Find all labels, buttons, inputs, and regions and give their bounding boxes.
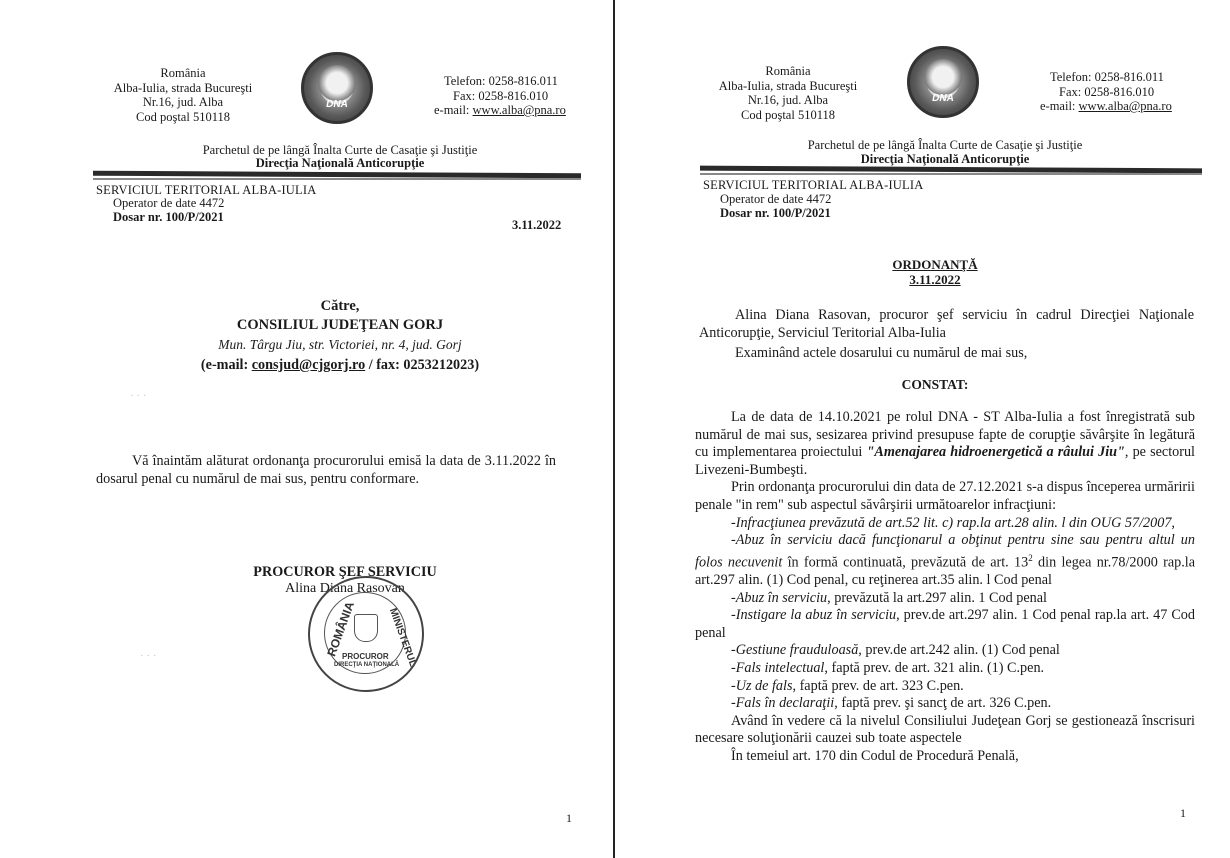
directia-line: Direcţia Naţională Anticorupţie xyxy=(255,156,425,170)
p1-end: , pe sectorul Livezeni-Bumbeşti. xyxy=(695,444,1195,478)
dna-logo xyxy=(907,46,979,118)
operator: Operator de date 4472 xyxy=(113,196,225,210)
coat-of-arms-icon xyxy=(354,614,378,642)
offence-7-text: , faptă prev. de art. 323 C.pen. xyxy=(792,677,964,694)
doc-date: 3.11.2022 xyxy=(909,272,961,287)
scan-smudge: · · · xyxy=(130,390,147,402)
cover-body: Vă înaintăm alăturat ordonanţa procurorului emisă la data de 3.11.2022 în dosarul penal cu numărul de mai sus, pentru conformare. xyxy=(96,453,556,487)
stamp-center: PROCUROR xyxy=(342,652,389,661)
recipient-address: Mun. Târgu Jiu, str. Victoriei, nr. 4, jud. Gorj xyxy=(218,337,462,352)
left-page xyxy=(0,0,613,858)
dna-logo xyxy=(301,52,373,124)
paragraph-1 xyxy=(695,409,1195,479)
signature-title: PROCUROR ŞEF SERVICIU xyxy=(253,564,437,580)
address-line: Alba-Iulia, strada Bucureşti xyxy=(718,78,858,93)
email-link[interactable]: www.alba@pna.ro xyxy=(1078,99,1172,113)
scales-icon xyxy=(318,65,356,101)
address-line: Nr.16, jud. Alba xyxy=(747,93,829,107)
offence-8-name: -Fals în declaraţii xyxy=(731,695,835,712)
address-line: Cod poştal 510118 xyxy=(741,107,835,122)
offence-3-name: -Abuz în serviciu xyxy=(731,589,828,606)
offence-1: -Infracţiunea prevăzută de art.52 lit. c) rap.la art.28 alin. l din OUG 57/2007, xyxy=(731,514,1175,531)
dosar-number: Dosar nr. 100/P/2021 xyxy=(113,210,224,224)
offence-2-rest: din legea nr.78/2000 rap.la art.297 alin. (1) Cod penal, cu reţinerea art.35 alin. l Cod penal xyxy=(695,554,1196,589)
fax: Fax: 0258-816.010 xyxy=(453,88,549,103)
recipient-email[interactable]: consjud@cjgorj.ro xyxy=(251,357,366,373)
offence-5-name: -Gestiune frauduloasă xyxy=(731,642,859,659)
service-name: SERVICIUL TERITORIAL ALBA-IULIA xyxy=(703,178,924,192)
stamp-romania: ROMÂNIA xyxy=(324,599,358,659)
offence-8-text: , faptă prev. şi sancţ de art. 326 C.pen. xyxy=(834,695,1052,712)
contact-suffix: / fax: 0253212023) xyxy=(365,357,480,373)
phone: Telefon: 0258-816.011 xyxy=(1050,70,1164,84)
offence-item xyxy=(695,642,1195,660)
offence-item xyxy=(695,660,1195,678)
offence-item xyxy=(695,678,1195,696)
p1-text: La de data de 14.10.2021 pe rolul DNA - ST Alba-Iulia a fost înregistrată sub numărul de mai sus, sesizarea privind presupuse fapte de corupţie săvârşite în legătură cu implementarea proiectului xyxy=(695,409,1195,461)
fax: Fax: 0258-816.010 xyxy=(1059,84,1155,99)
header-contact xyxy=(434,74,594,118)
doc-title: ORDONANŢĂ xyxy=(892,257,978,272)
address-line: Alba-Iulia, strada Bucureşti xyxy=(113,80,253,95)
constat-heading: CONSTAT: xyxy=(901,377,969,392)
scales-icon xyxy=(924,59,962,95)
recipient-contact xyxy=(140,357,540,374)
paragraph-4: În temeiul art. 170 din Codul de Procedură Penală, xyxy=(731,748,1019,765)
offence-item xyxy=(695,590,1195,608)
doc-date: 3.11.2022 xyxy=(512,218,562,232)
directia-line: Direcţia Naţională Anticorupţie xyxy=(860,152,1030,166)
email-link[interactable]: www.alba@pna.ro xyxy=(472,103,566,117)
offence-5-text: , prev.de art.242 alin. (1) Cod penal xyxy=(858,642,1060,659)
ordinance-body xyxy=(695,409,1195,766)
address-line: Nr.16, jud. Alba xyxy=(142,95,224,109)
header-rule-thin xyxy=(700,173,1202,175)
address-line: Cod poştal 510118 xyxy=(136,109,230,124)
offence-4-name: -Instigare la abuz în serviciu xyxy=(731,607,897,624)
dosar-number: Dosar nr. 100/P/2021 xyxy=(720,206,831,220)
offence-6-name: -Fals intelectual xyxy=(731,660,825,677)
offence-item xyxy=(695,695,1195,713)
intro-paragraph: Alina Diana Rasovan, procuror şef serviciu în cadrul Direcţiei Naţionale Anticorupţie, Serviciul Teritorial Alba-Iulia xyxy=(699,307,1194,341)
scan-smudge: · · · xyxy=(140,650,157,662)
header-rule-thin xyxy=(93,178,581,180)
offence-item xyxy=(695,515,1195,533)
logo-text: DNA xyxy=(932,93,954,104)
header-contact xyxy=(1040,70,1210,114)
service-name: SERVICIUL TERITORIAL ALBA-IULIA xyxy=(96,183,317,197)
parchet-line: Parchetul de pe lângă Înalta Curte de Casaţie şi Justiţie xyxy=(202,143,478,157)
phone: Telefon: 0258-816.011 xyxy=(444,74,558,88)
examining-line: Examinând actele dosarului cu numărul de mai sus, xyxy=(735,345,1028,361)
recipient-name: CONSILIUL JUDEŢEAN GORJ xyxy=(236,317,444,333)
right-page xyxy=(615,0,1230,858)
signature-name: Alina Diana Rasovan xyxy=(285,581,405,596)
recipient-to: Către, xyxy=(320,298,360,314)
offence-item xyxy=(695,532,1195,590)
project-name: "Amenajarea hidroenergetică a râului Jiu" xyxy=(866,444,1125,461)
email-label: e-mail: xyxy=(434,103,473,117)
offence-item xyxy=(695,607,1195,642)
offence-2-text: în formă continuată, prevăzută de art. 13 xyxy=(782,554,1029,571)
page-number: 1 xyxy=(566,811,572,825)
offence-6-text: , faptă prev. de art. 321 alin. (1) C.pen. xyxy=(824,660,1045,677)
stamp-sub: DIRECŢIA NAŢIONALĂ xyxy=(334,662,400,668)
paragraph-3: Având în vedere că la nivelul Consiliului Judeţean Gorj se gestionează înscrisuri necesare soluţionării cauzei sub toate aspectele xyxy=(695,712,1195,747)
logo-text: DNA xyxy=(326,99,348,110)
page-number: 1 xyxy=(1180,806,1186,820)
header-address xyxy=(713,64,863,122)
parchet-line: Parchetul de pe lângă Înalta Curte de Casaţie şi Justiţie xyxy=(807,138,1083,152)
offence-4-text: , prev.de art.297 alin. 1 Cod penal rap.la art. 47 Cod penal xyxy=(695,607,1195,641)
offence-2-sup: 2 xyxy=(1028,552,1033,563)
email-label: e-mail: xyxy=(1040,99,1079,113)
offence-2-name: -Abuz în serviciu dacă funcţionarul a obţinut pentru sine sau pentru altul un folos necuvenit xyxy=(695,532,1195,571)
paragraph-2: Prin ordonanţa procurorului din data de 27.12.2021 s-a dispus începerea urmăririi penale "in rem" sub aspectul săvârşirii următoarelor infracţiuni: xyxy=(695,479,1195,513)
contact-prefix: (e-mail: xyxy=(200,357,252,373)
offence-7-name: -Uz de fals xyxy=(731,677,793,694)
stamp-ministerul: MINISTERUL xyxy=(386,606,419,669)
address-line: România xyxy=(160,66,206,80)
official-stamp xyxy=(308,576,424,692)
operator: Operator de date 4472 xyxy=(720,192,832,206)
address-line: România xyxy=(765,64,811,78)
header-address xyxy=(108,66,258,124)
offence-3-text: , prevăzută la art.297 alin. 1 Cod penal xyxy=(827,589,1047,606)
